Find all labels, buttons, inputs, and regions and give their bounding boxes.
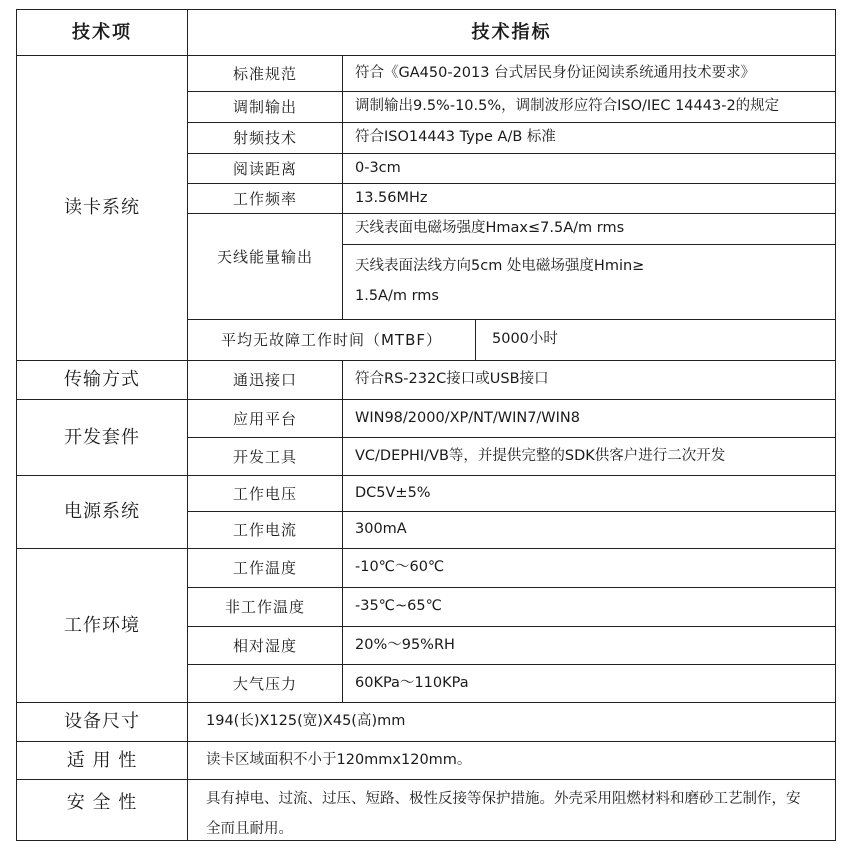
category-card-reader: 读卡系统	[64, 197, 140, 219]
row-value: 符合ISO14443 Type A/B 标准	[355, 129, 556, 146]
category-safety: 安 全 性	[66, 791, 138, 813]
row-label: 标准规范	[232, 64, 297, 83]
row-label: 工作频率	[232, 189, 297, 208]
row-label: 工作电流	[232, 521, 297, 539]
category-dimensions: 设备尺寸	[64, 711, 140, 733]
row-label: 非工作温度	[224, 598, 305, 616]
row-label: 应用平台	[232, 409, 297, 428]
row-label: 工作电压	[232, 484, 297, 503]
row-value: 0-3cm	[355, 159, 401, 176]
category-applicability: 适 用 性	[66, 749, 138, 771]
category-transmission: 传输方式	[64, 369, 140, 391]
row-value: 5000小时	[492, 331, 558, 348]
row-value: 读卡区域面积不小于120mmx120mm。	[206, 751, 472, 768]
row-value: 13.56MHz	[355, 189, 428, 206]
row-value: 符合RS-232C接口或USB接口	[355, 371, 549, 388]
row-label: 阅读距离	[232, 159, 297, 178]
row-value: 天线表面法线方向5cm 处电磁场强度Hmin≥	[355, 258, 645, 275]
rule	[342, 244, 836, 245]
row-value: 调制输出9.5%-10.5%，调制波形应符合ISO/IEC 14443-2的规定	[355, 98, 780, 115]
row-label: 通迅接口	[232, 371, 297, 389]
row-value: 20%～95%RH	[355, 636, 455, 653]
row-value: 天线表面电磁场强度Hmax≤7.5A/m rms	[355, 220, 625, 237]
rule	[835, 9, 836, 841]
row-value: 194(长)X125(宽)X45(高)mm	[206, 713, 406, 730]
row-value: 1.5A/m rms	[355, 288, 439, 305]
row-label: 调制输出	[232, 98, 297, 116]
row-value: VC/DEPHI/VB等，并提供完整的SDK供客户进行二次开发	[355, 447, 726, 464]
rule	[16, 840, 836, 841]
row-label: 天线能量输出	[216, 247, 313, 266]
row-label: 射频技术	[232, 129, 297, 147]
header-item: 技术项	[72, 21, 132, 43]
row-label: 工作温度	[232, 559, 297, 577]
row-value: 符合《GA450-2013 台式居民身份证阅读系统通用技术要求》	[355, 64, 756, 81]
category-dev-kit: 开发套件	[64, 426, 140, 448]
row-value: WIN98/2000/XP/NT/WIN7/WIN8	[355, 409, 580, 426]
row-label: 开发工具	[232, 447, 297, 466]
row-value: 300mA	[355, 521, 407, 538]
row-label: 大气压力	[232, 674, 297, 693]
row-value: -10℃～60℃	[355, 559, 445, 576]
row-value: DC5V±5%	[355, 484, 431, 501]
row-label: 相对湿度	[232, 636, 297, 655]
row-value: 60KPa～110KPa	[355, 674, 469, 691]
row-value: 具有掉电、过流、过压、短路、极性反接等保护措施。外壳采用阻燃材料和磨砂工艺制作，安全而且耐用。	[206, 791, 801, 837]
category-power: 电源系统	[64, 501, 140, 523]
category-environment: 工作环境	[64, 614, 140, 636]
row-label: 平均无故障工作时间（MTBF）	[220, 331, 443, 349]
header-spec: 技术指标	[471, 21, 552, 43]
row-value: -35℃~65℃	[355, 598, 442, 615]
